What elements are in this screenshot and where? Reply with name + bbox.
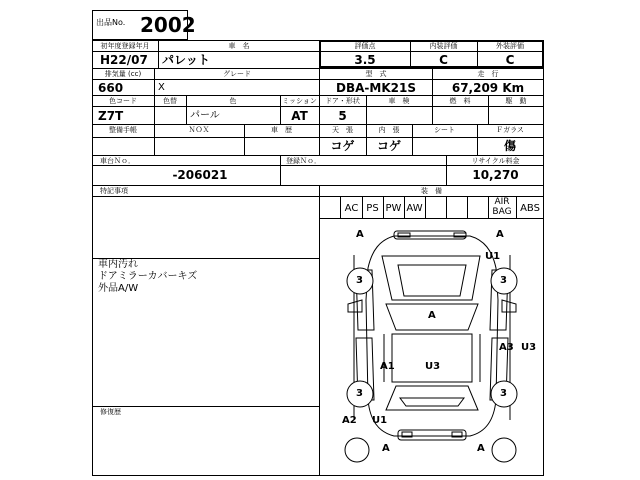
damage-mark: A1 xyxy=(380,361,395,372)
equipment-pw: PW xyxy=(385,203,402,214)
recycle-label: リサイクル料金 xyxy=(471,157,520,165)
equipment-ac: AC xyxy=(344,203,359,214)
lot-number-label: 出品No. xyxy=(96,18,126,27)
transmission-value: AT xyxy=(291,109,308,123)
damage-mark: A xyxy=(496,229,504,240)
color-value: パール xyxy=(190,110,220,121)
damage-mark: 3 xyxy=(356,275,363,286)
fuel-label: 燃 料 xyxy=(449,97,471,105)
transmission-label: ミッション xyxy=(282,97,317,105)
car-class-label: 車 検 xyxy=(388,97,410,105)
history-label: 車 歴 xyxy=(271,126,292,134)
interior-trim-label: 内 張 xyxy=(378,126,400,134)
damage-mark: A2 xyxy=(342,415,357,426)
chassis-value: -206021 xyxy=(172,168,228,182)
damage-mark: 3 xyxy=(500,275,507,286)
equipment-abs: ABS xyxy=(520,203,540,214)
door-label: ドア・形状 xyxy=(325,97,360,105)
remarks-text: 車内汚れ ドアミラーカバーキズ 外品A/W xyxy=(98,259,198,294)
interior-label: 内装評価 xyxy=(429,42,458,50)
equipment-airbag: AIR BAG xyxy=(492,197,512,217)
mileage-label: 走 行 xyxy=(477,70,499,78)
damage-mark: A xyxy=(428,310,436,321)
exterior-label: 外装評価 xyxy=(496,42,524,50)
equipment-label: 装 備 xyxy=(421,187,442,195)
damage-mark: A xyxy=(382,443,390,454)
grade-label: グレード xyxy=(223,70,251,78)
damage-mark: 3 xyxy=(500,388,507,399)
equipment-aw: AW xyxy=(406,203,423,214)
mileage-value: 67,209 Km xyxy=(451,81,525,95)
damage-mark: A xyxy=(356,229,364,240)
damage-mark: U1 xyxy=(485,251,501,262)
color-code-value: Z7T xyxy=(98,109,124,123)
first-reg-label: 初年度登録年月 xyxy=(100,42,150,50)
car-name-value: パレット xyxy=(162,53,210,67)
roof-value: コゲ xyxy=(330,139,355,153)
damage-mark: U3 xyxy=(521,342,537,353)
first-reg-value: H22/07 xyxy=(100,53,148,67)
glass-value: 傷 xyxy=(503,139,516,153)
damage-mark: A3 xyxy=(499,342,514,353)
roof-label: 天 張 xyxy=(332,126,353,134)
glass-label: Ｆガラス xyxy=(496,126,524,134)
reg-no-label: 登録Ｎｏ． xyxy=(286,157,321,165)
seat-label: シート xyxy=(434,126,455,134)
damage-mark: U3 xyxy=(425,361,441,372)
repair-label: 修復歴 xyxy=(100,408,121,416)
color-code-label: 色コード xyxy=(109,97,137,105)
damage-mark: U1 xyxy=(372,415,388,426)
color-label: 色 xyxy=(229,97,237,105)
recycle-value: 10,270 xyxy=(472,168,519,182)
damage-mark: 3 xyxy=(356,388,363,399)
color-change-label: 色替 xyxy=(163,97,177,105)
car-name-label: 車 名 xyxy=(228,42,250,50)
grade-value: X xyxy=(158,82,165,93)
displacement-label: 排気量 (cc) xyxy=(104,70,142,78)
equipment-ps: PS xyxy=(366,203,379,214)
interior-value: C xyxy=(439,53,448,67)
remarks-label: 特記事項 xyxy=(100,187,128,195)
chassis-label: 車台Ｎｏ． xyxy=(100,157,135,165)
manual-label: 整備手帳 xyxy=(109,126,137,134)
nox-label: ＮＯＸ xyxy=(188,126,210,134)
model-label: 型 式 xyxy=(365,70,387,78)
model-value: DBA-MK21S xyxy=(336,81,416,95)
lot-number: 2002 xyxy=(140,13,196,37)
score-value: 3.5 xyxy=(354,53,376,67)
drive-label: 駆 動 xyxy=(505,97,527,105)
interior-trim-value: コゲ xyxy=(376,139,401,153)
damage-mark: A xyxy=(477,443,485,454)
exterior-value: C xyxy=(505,53,515,67)
score-label: 評価点 xyxy=(354,42,376,50)
displacement-value: 660 xyxy=(98,81,124,95)
door-value: 5 xyxy=(338,109,347,123)
